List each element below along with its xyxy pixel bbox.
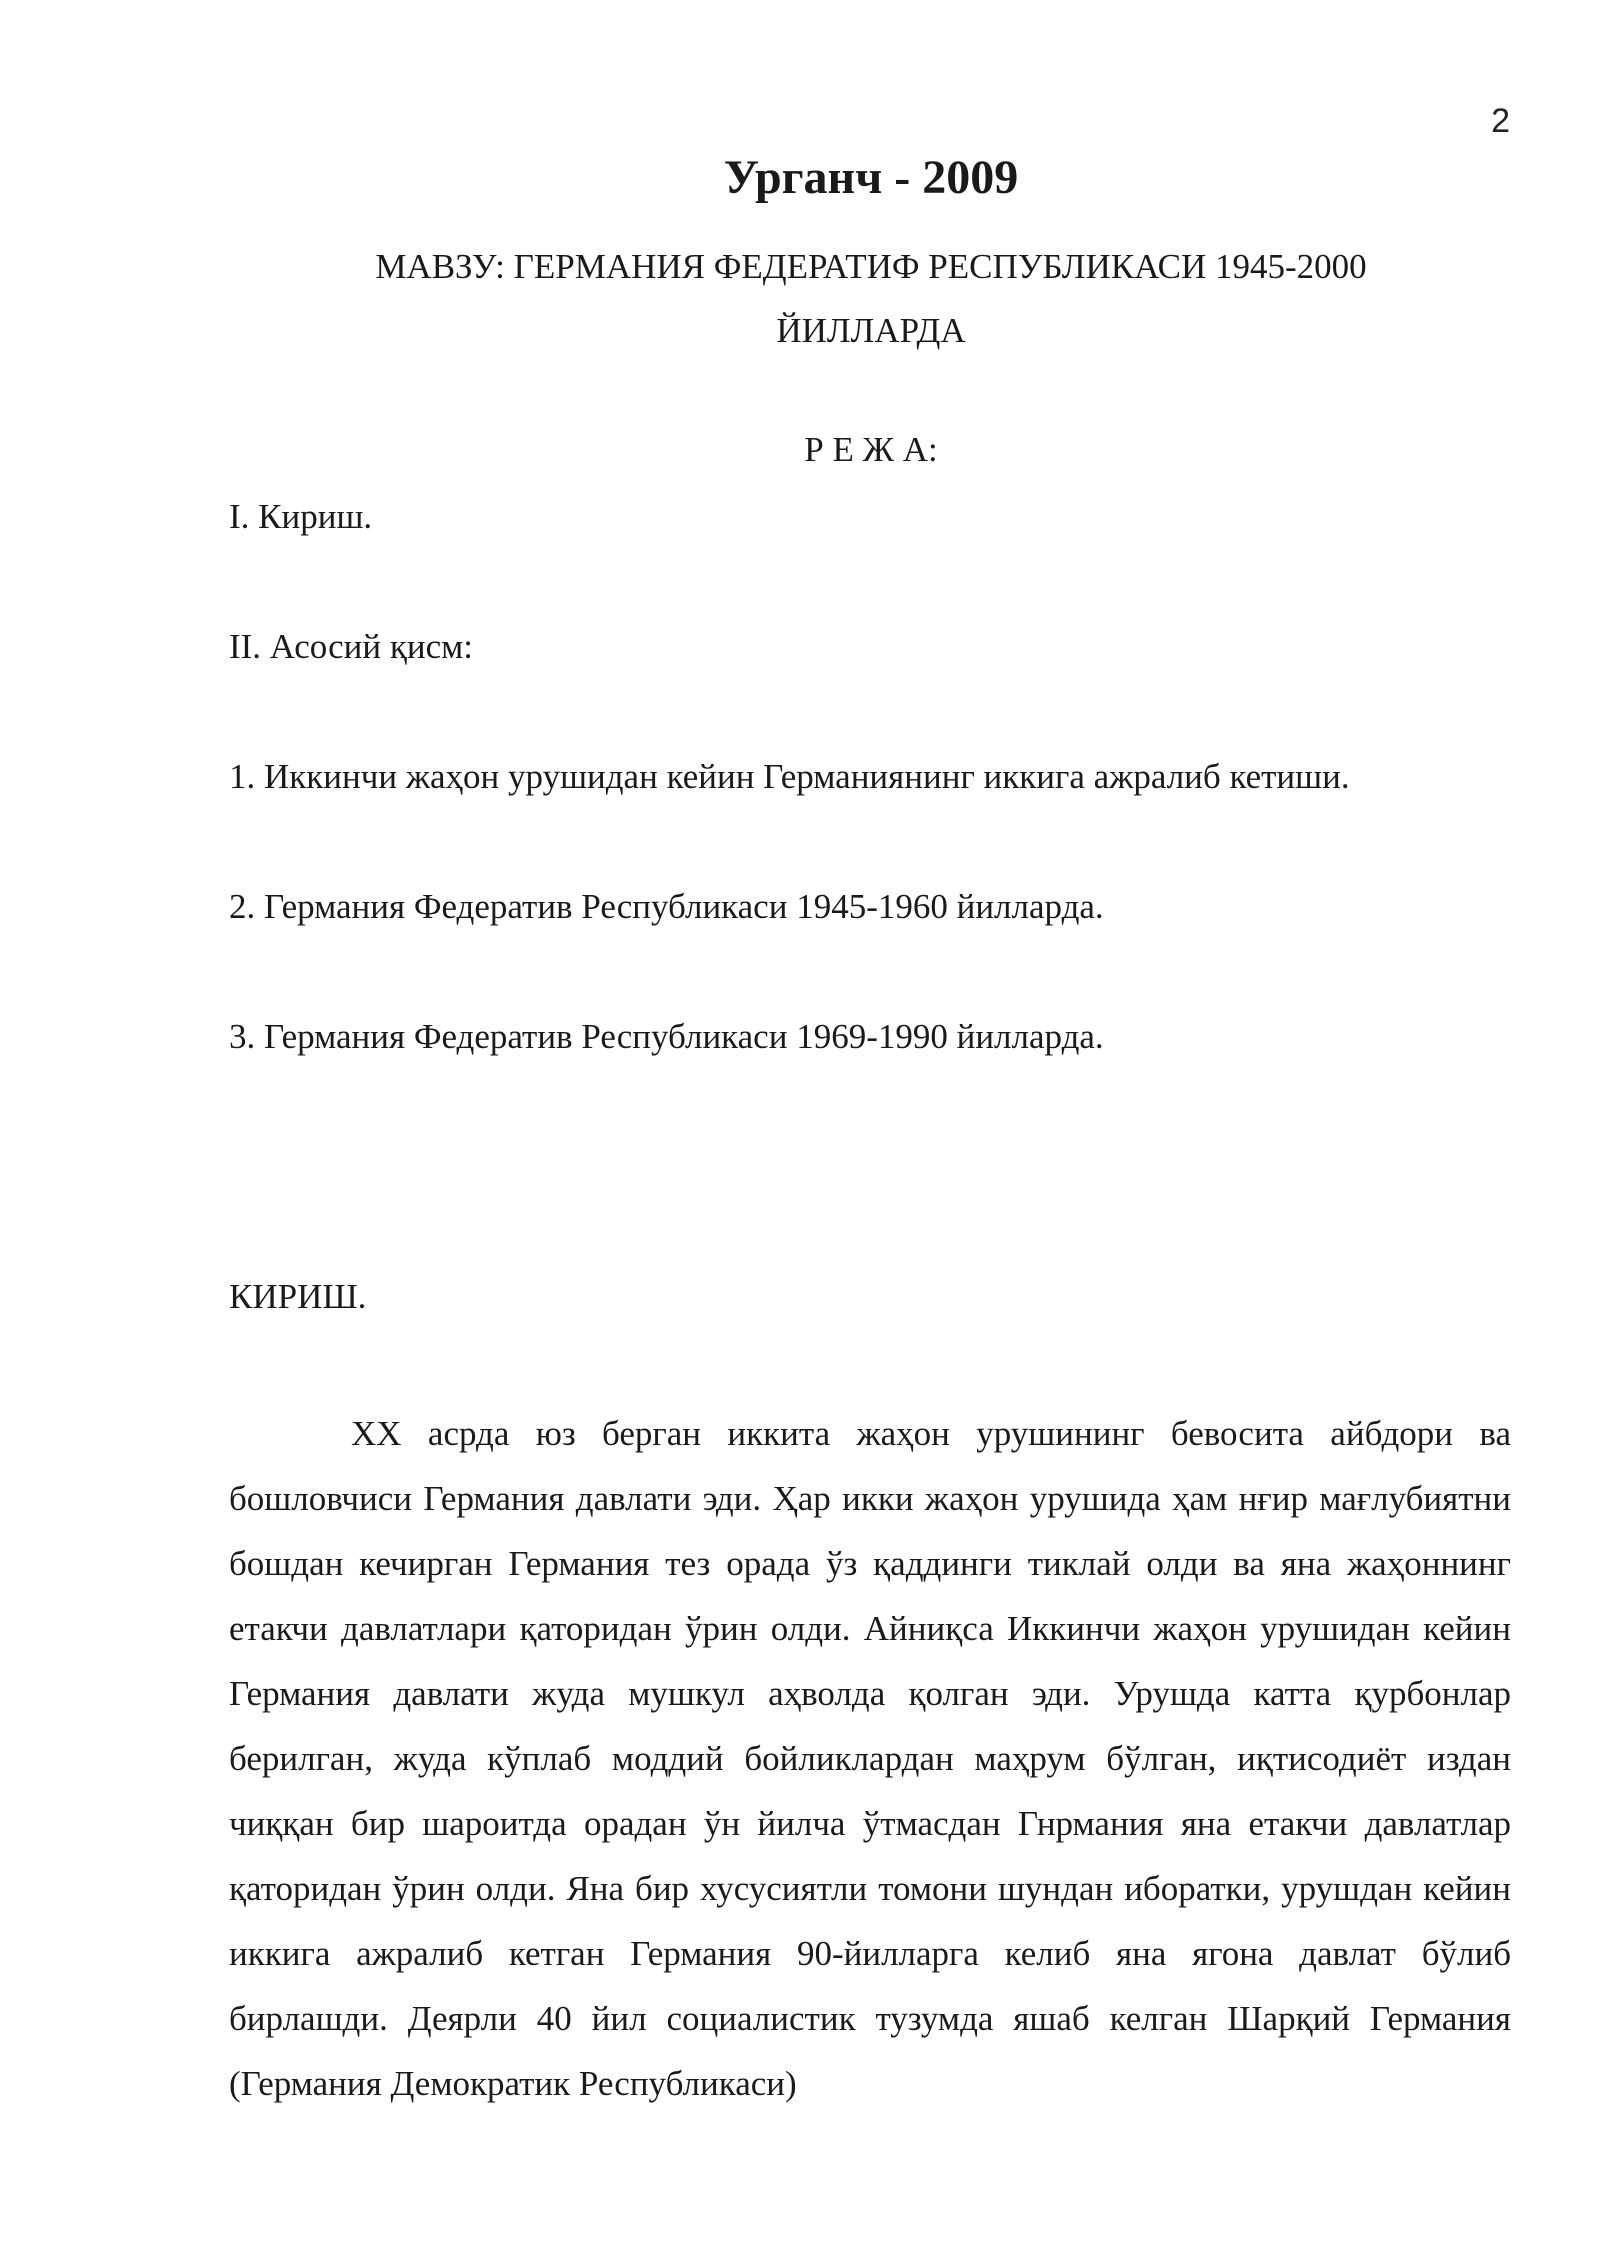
- plan-heading: Р Е Ж А:: [804, 430, 938, 469]
- topic-heading: [0, 235, 1600, 363]
- topic-line-2: ЙИЛЛАРДА: [776, 311, 966, 350]
- plan-item-2: 2. Германия Федератив Республикаси 1945-1960 йилларда.: [229, 887, 1104, 926]
- intro-heading: КИРИШ.: [229, 1277, 367, 1316]
- plan-item-3: 3. Германия Федератив Республикаси 1969-1990 йилларда.: [229, 1017, 1104, 1056]
- page-number: 2: [1491, 102, 1510, 140]
- plan-item-main-part: II. Асосий қисм:: [229, 627, 474, 666]
- intro-paragraph: ХХ асрда юз берган иккита жаҳон урушининг бевосита айбдори ва бошловчиси Германия давлати эди. Ҳар икки жаҳон урушида ҳам нғир мағлубиятни бошдан кечирган Германия тез орада ўз қаддинги тиклай олди ва яна жаҳоннинг етакчи давлатлари қаторидан ўрин олди. Айниқса Иккинчи жаҳон урушидан кейин Германия давлати жуда мушкул аҳволда қолган эди. Урушда катта қурбонлар берилган, жуда кўплаб моддий бойликлардан маҳрум бўлган, иқтисодиёт издан чиққан бир шароитда орадан ўн йилча ўтмасдан Гнрмания яна етакчи давлатлар қаторидан ўрин олди. Яна бир хусусиятли томони шундан иборатки, урушдан кейин иккига ажралиб кетган Германия 90-йилларга келиб яна ягона давлат бўлиб бирлашди. Деярли 40 йил социалистик тузумда яшаб келган Шарқий Германия (Германия Демократик Республикаси): [229, 1414, 1511, 2103]
- document-title: Урганч - 2009: [723, 151, 1019, 204]
- plan-item-1: 1. Иккинчи жаҳон урушидан кейин Германиянинг иккига ажралиб кетиши.: [229, 757, 1350, 796]
- plan-item-intro: I. Кириш.: [229, 497, 373, 536]
- topic-line-1: МАВЗУ: ГЕРМАНИЯ ФЕДЕРАТИФ РЕСПУБЛИКАСИ 1945-2000: [375, 247, 1367, 286]
